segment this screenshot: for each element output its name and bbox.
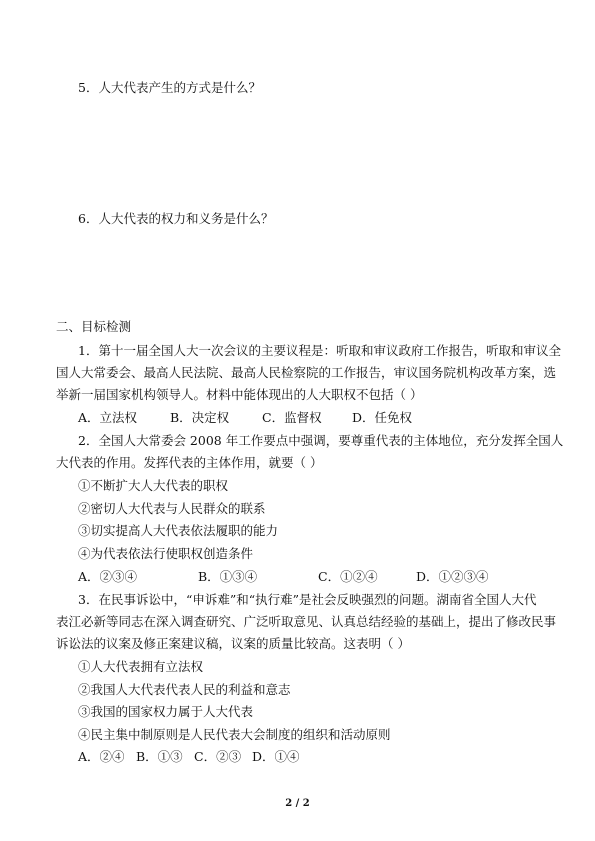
q3-line-1: 3．在民事诉讼中，“申诉难”和“执行难”是社会反映强烈的问题。湖南省全国人大代 [78,592,537,607]
q3-option-b: B．①③ [136,749,183,764]
q2-line-1: 2．全国人大常委会 2008 年工作要点中强调，要尊重代表的主体地位，充分发挥全国人 [78,433,564,448]
q3-options [78,748,300,766]
q1-line-3: 举新一届国家机构领导人。材料中能体现出的人大职权不包括（ ） [56,387,423,402]
q1-line-2: 国人大常委会、最高人民法院、最高人民检察院的工作报告，审议国务院机构改革方案，选 [56,365,557,380]
q3-item-4: ④民主集中制原则是人民代表大会制度的组织和活动原则 [78,727,391,742]
q2-item-2: ②密切人大代表与人民群众的联系 [78,501,266,516]
q1-option-a: A．立法权 [78,410,138,425]
q3-item-2: ②我国人大代表代表人民的利益和意志 [78,682,291,697]
q2-option-c: C．①②④ [318,569,378,584]
q3-line-2: 表江必新等同志在深入调查研究、广泛听取意见、认真总结经验的基础上，提出了修改民事 [56,614,557,629]
q3-option-d: D．①④ [252,749,300,764]
q2-item-4: ④为代表依法行使职权创造条件 [78,546,254,561]
q3-option-a: A．②④ [78,749,125,764]
q3-item-1: ①人大代表拥有立法权 [78,659,204,674]
q2-option-a: A．②③④ [78,569,138,584]
question-5: 5．人大代表产生的方式是什么？ [78,80,261,95]
q1-option-d: D．任免权 [352,410,413,425]
question-6: 6．人大代表的权力和义务是什么？ [78,211,274,226]
section-title: 二、目标检测 [56,319,132,334]
q2-option-b: B．①③④ [198,569,258,584]
q1-option-b: B．决定权 [170,410,230,425]
page-number: 2 / 2 [285,798,310,809]
q3-option-c: C．②③ [194,749,242,764]
q2-options [78,568,489,586]
q2-item-3: ③切实提高人大代表依法履职的能力 [78,523,279,538]
q1-option-c: C．监督权 [262,410,322,425]
q3-line-3: 诉讼法的议案及修正案建议稿，议案的质量比较高。这表明（ ） [56,636,410,651]
q1-line-1: 1．第十一届全国人大一次会议的主要议程是：听取和审议政府工作报告，听取和审议全 [78,343,561,358]
q1-options [78,409,412,427]
q2-option-d: D．①②③④ [416,569,489,584]
q2-item-1: ①不断扩大人大代表的职权 [78,478,229,493]
q3-item-3: ③我国的国家权力属于人大代表 [78,704,254,719]
q2-line-2: 大代表的作用。发挥代表的主体作用，就要（ ） [56,455,323,470]
